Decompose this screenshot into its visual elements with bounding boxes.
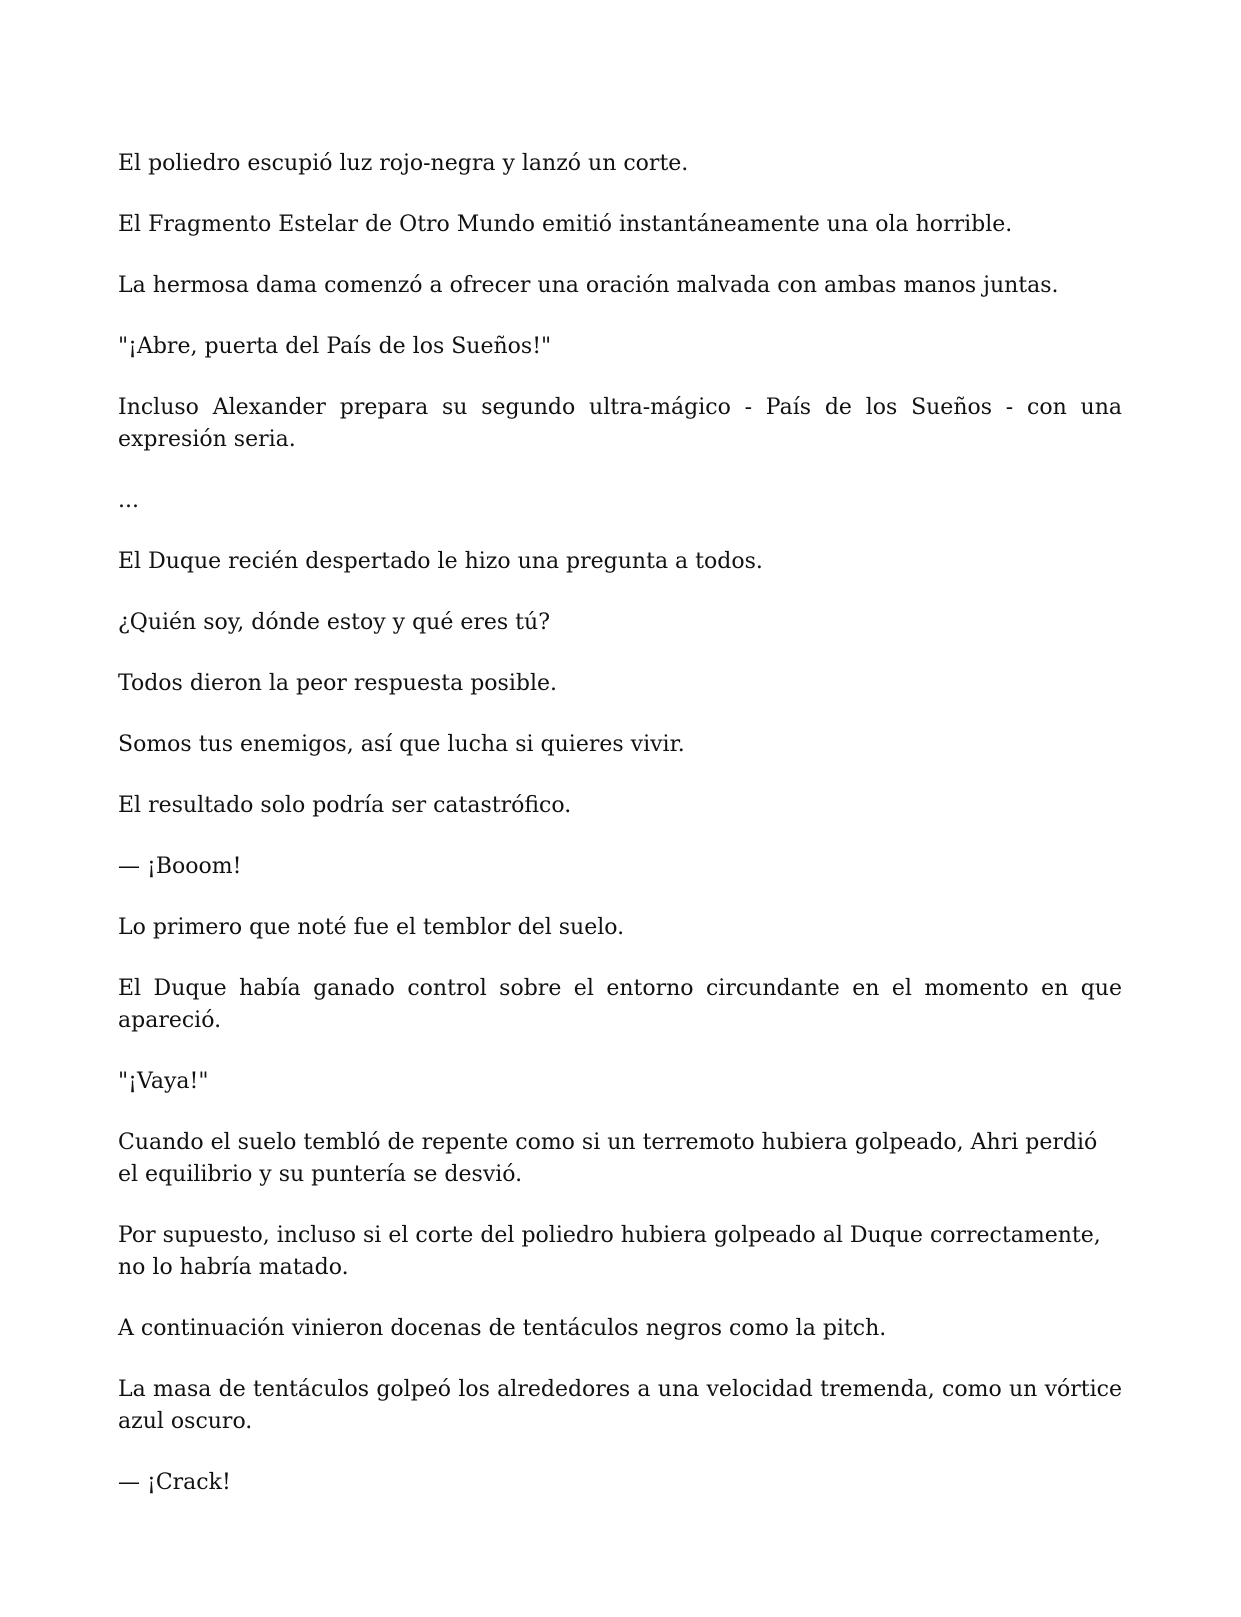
paragraph: Por supuesto, incluso si el corte del poliedro hubiera golpeado al Duque correctamente, no lo habría matado. xyxy=(118,1223,1101,1280)
paragraph: — ¡Crack! xyxy=(118,1470,231,1495)
paragraph: El Duque recién despertado le hizo una pregunta a todos. xyxy=(118,549,763,574)
paragraph: El poliedro escupió luz rojo-negra y lanzó un corte. xyxy=(118,151,689,176)
paragraph: La masa de tentáculos golpeó los alrededores a una velocidad tremenda, como un vórtice azul oscuro. xyxy=(118,1377,1122,1434)
paragraph: "¡Abre, puerta del País de los Sueños!" xyxy=(118,334,552,359)
paragraph: ... xyxy=(118,488,139,513)
paragraph: El Duque había ganado control sobre el entorno circundante en el momento en que apareció. xyxy=(118,976,1122,1033)
document-page xyxy=(118,148,1122,1528)
paragraph: "¡Vaya!" xyxy=(118,1069,209,1094)
paragraph: Todos dieron la peor respuesta posible. xyxy=(118,671,558,696)
paragraph: Incluso Alexander prepara su segundo ultra-mágico - País de los Sueños - con una expresión seria. xyxy=(118,395,1122,452)
paragraph: ¿Quién soy, dónde estoy y qué eres tú? xyxy=(118,610,550,635)
paragraph: A continuación vinieron docenas de tentáculos negros como la pitch. xyxy=(118,1316,887,1341)
paragraph: Somos tus enemigos, así que lucha si quieres vivir. xyxy=(118,732,685,757)
paragraph: La hermosa dama comenzó a ofrecer una oración malvada con ambas manos juntas. xyxy=(118,273,1059,298)
paragraph: — ¡Booom! xyxy=(118,854,242,879)
paragraph: Cuando el suelo tembló de repente como si un terremoto hubiera golpeado, Ahri perdió el equilibrio y su puntería se desvió. xyxy=(118,1130,1098,1187)
paragraph: Lo primero que noté fue el temblor del suelo. xyxy=(118,915,625,940)
paragraph: El Fragmento Estelar de Otro Mundo emitió instantáneamente una ola horrible. xyxy=(118,212,1013,237)
paragraph: El resultado solo podría ser catastrófico. xyxy=(118,793,572,818)
